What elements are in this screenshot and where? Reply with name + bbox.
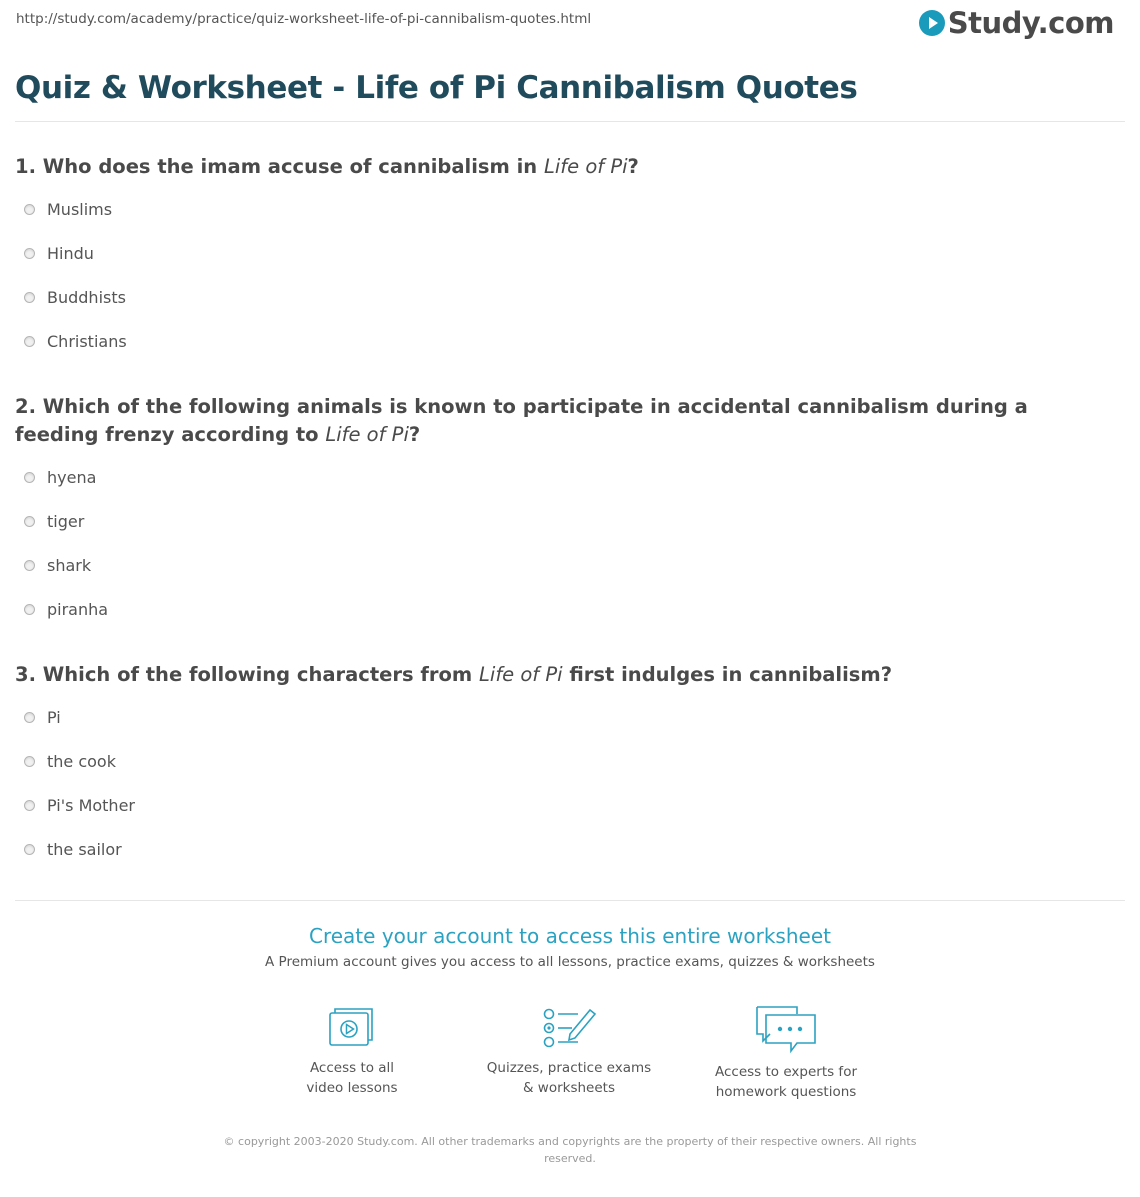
- footer-line: reserved.: [544, 1152, 596, 1165]
- answer-label: hyena: [47, 468, 97, 487]
- answer-choice[interactable]: [24, 288, 126, 307]
- logo-text: Study.com: [947, 6, 1114, 40]
- video-lessons-icon: [326, 1004, 378, 1050]
- feature-experts: [686, 1004, 886, 1102]
- feature-line: & worksheets: [522, 1080, 615, 1096]
- answer-choice[interactable]: [24, 752, 116, 771]
- radio-button[interactable]: [24, 204, 35, 215]
- cta-subtitle: A Premium account gives you access to all lessons, practice exams, quizzes & worksheets: [265, 954, 875, 970]
- answer-label: Pi: [47, 708, 61, 727]
- question-1: 1. Who does the imam accuse of cannibalism in Life of Pi?: [15, 155, 639, 178]
- study-logo[interactable]: [919, 6, 1114, 40]
- question-2: 2. Which of the following animals is known to participate in accidental cannibalism during a feeding frenzy according to Life of Pi?: [15, 395, 1028, 446]
- chat-bubbles-icon: [753, 1004, 819, 1054]
- title-divider: [15, 121, 1125, 122]
- answer-label: the cook: [47, 752, 116, 771]
- answer-choice[interactable]: [24, 512, 84, 531]
- feature-quizzes: [469, 1004, 669, 1098]
- answer-label: Buddhists: [47, 288, 126, 307]
- feature-video-lessons: [252, 1004, 452, 1098]
- radio-button[interactable]: [24, 800, 35, 811]
- radio-button[interactable]: [24, 604, 35, 615]
- answer-label: Hindu: [47, 244, 94, 263]
- feature-line: homework questions: [715, 1084, 857, 1100]
- radio-button[interactable]: [24, 756, 35, 767]
- answer-choice[interactable]: [24, 600, 108, 619]
- answer-choice[interactable]: [24, 708, 61, 727]
- page-title: Quiz & Worksheet - Life of Pi Cannibalism Quotes: [15, 70, 858, 106]
- radio-button[interactable]: [24, 844, 35, 855]
- feature-line: Access to experts for: [714, 1064, 857, 1080]
- feature-line: Access to all: [309, 1060, 395, 1076]
- answer-choice[interactable]: [24, 468, 96, 487]
- answer-label: Pi's Mother: [47, 796, 135, 815]
- radio-button[interactable]: [24, 560, 35, 571]
- radio-button[interactable]: [24, 712, 35, 723]
- answer-label: the sailor: [47, 840, 122, 859]
- answer-choice[interactable]: [24, 796, 135, 815]
- answer-label: piranha: [47, 600, 109, 619]
- footer-line: © copyright 2003-2020 Study.com. All other trademarks and copyrights are the property of their respective owners. All rights: [223, 1135, 917, 1148]
- answer-label: Christians: [47, 332, 127, 351]
- feature-line: Quizzes, practice exams: [486, 1060, 652, 1076]
- answer-label: shark: [47, 556, 92, 575]
- page-url: http://study.com/academy/practice/quiz-worksheet-life-of-pi-cannibalism-quotes.html: [16, 11, 592, 27]
- radio-button[interactable]: [24, 292, 35, 303]
- copyright-footer: [215, 1133, 925, 1167]
- answer-choice[interactable]: [24, 556, 91, 575]
- answer-choice[interactable]: [24, 332, 127, 351]
- radio-button[interactable]: [24, 248, 35, 259]
- answer-choice[interactable]: [24, 840, 122, 859]
- cta-divider: [15, 900, 1125, 901]
- question-3: 3. Which of the following characters from Life of Pi first indulges in cannibalism?: [15, 663, 893, 686]
- play-logo-icon: [919, 10, 945, 36]
- answer-choice[interactable]: [24, 244, 94, 263]
- answer-label: tiger: [47, 512, 85, 531]
- feature-line: video lessons: [306, 1080, 398, 1096]
- radio-button[interactable]: [24, 472, 35, 483]
- radio-button[interactable]: [24, 336, 35, 347]
- quiz-checklist-icon: [540, 1004, 598, 1050]
- cta-title[interactable]: Create your account to access this entire worksheet: [309, 924, 831, 948]
- radio-button[interactable]: [24, 516, 35, 527]
- answer-label: Muslims: [47, 200, 113, 219]
- answer-choice[interactable]: [24, 200, 112, 219]
